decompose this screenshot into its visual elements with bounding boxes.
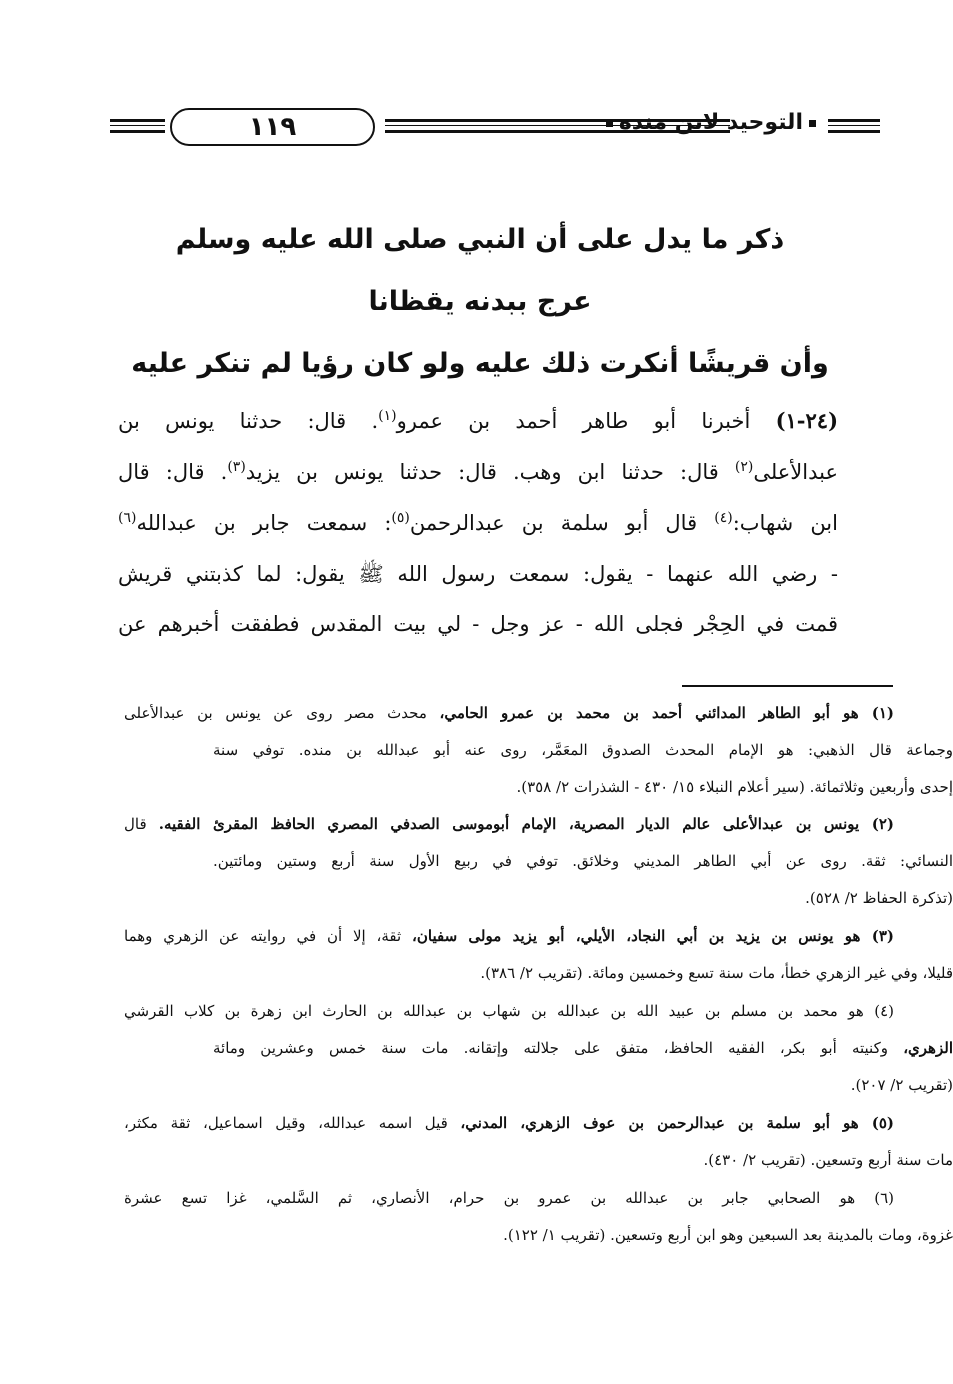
hadith-text: عبدالأعلى (753, 460, 838, 484)
footnote-bold-text: (١) هو أبو الطاهر المدائني أحمد بن محمد بن عمرو الحامي، (439, 704, 895, 722)
footnote-4-line (213, 1039, 953, 1057)
footnote-separator (682, 685, 893, 687)
chapter-heading-line-3: وأن قريشًا أنكرت ذلك عليه ولو كان رؤيا لم تنكر عليه (131, 348, 829, 379)
footnote-text: قال (124, 815, 159, 833)
footnote-text: قيل اسمه عبدالله، وقيل اسماعيل، ثقة مكثر، (124, 1114, 461, 1132)
square-bullet-icon (809, 120, 816, 127)
footnote-4-line: (٤) هو محمد بن مسلم بن عبيد الله بن عبدالله بن شهاب بن عبدالله بن الحارث ابن زهرة بن كلاب القرشي (124, 1002, 894, 1020)
hadith-text: . قال: قال (118, 460, 228, 484)
hadith-line (118, 459, 838, 484)
footnote-1-line: إحدى وأربعين وثلاثمائة. (سير أعلام النبلاء ١٥/ ٤٣٠ - الشذرات ٢/ ٣٥٨). (516, 778, 953, 796)
footnote-1-line (124, 704, 894, 722)
chapter-heading-line-2: عرج ببدنه يقظانا (368, 286, 592, 317)
page-number: ١١٩ (170, 108, 375, 146)
footnote-bold-text: (٥) هو أبو سلمة بن عبدالرحمن بن عوف الزهري، المدني، (460, 1114, 894, 1132)
footnote-2-line (124, 815, 894, 833)
footnote-3-line (124, 927, 894, 945)
footnote-ref: (٥) (391, 510, 410, 526)
footnote-5-line: مات سنة أربع وتسعين. (تقريب ٢/ ٤٣٠). (703, 1151, 953, 1169)
footnote-6-line: (٦) هو الصحابي جابر بن عبدالله بن عمرو بن حرام، الأنصاري، ثم السَّلمي، غزا تسع عشرة (124, 1189, 894, 1207)
header-rule-left (110, 119, 165, 133)
hadith-line: قمت في الحِجْر فجلى الله - عز وجل - لي بيت المقدس فطفقت أخبرهم عن (118, 612, 838, 636)
footnote-ref: (١) (378, 408, 397, 424)
running-header (110, 106, 880, 150)
footnote-bold-text: الزهري، (903, 1039, 953, 1057)
hadith-text: : سمعت جابر بن عبدالله (136, 511, 392, 535)
footnote-bold-text: (٣) هو يونس بن يزيد بن أبي النجاد، الأيلي، أبو يزيد مولى سفيان، (412, 927, 894, 945)
hadith-line (118, 408, 838, 433)
footnote-text: وكنيته أبو بكر، الفقيه الحافظ، متفق على جلالته وإتقانه. مات سنة خمس وعشرين ومائة (213, 1039, 904, 1057)
footnote-2-line: النسائي: ثقة. روى عن أبي الطاهر المديني وخلائق. توفي في ربيع الأول سنة أربع وستين ومائتين. (213, 852, 953, 870)
footnote-ref: (٦) (118, 510, 137, 526)
footnote-text: ثقة، إلا أن في روايته عن الزهري وهما (124, 927, 413, 945)
footnote-ref: (٣) (227, 459, 246, 475)
footnote-5-line (124, 1114, 894, 1132)
footnote-1-line: وجماعة قال الذهبي: هو الإمام المحدث الصدوق المعَمَّر، روى عنه أبو عبدالله بن منده. توفي سنة (213, 741, 953, 759)
hadith-line (118, 510, 838, 535)
footnote-bold-text: (٢) يونس بن عبدالأعلى عالم الديار المصرية، الإمام أبوموسى الصدفي المصري الحافظ المقرئ الفقيه. (158, 815, 894, 833)
hadith-text: ابن شهاب: (732, 511, 838, 535)
hadith-text: . قال: حدثنا يونس بن (118, 409, 379, 433)
footnote-ref: (٢) (734, 459, 754, 475)
footnote-6-line: غزوة، ومات بالمدينة بعد السبعين وهو ابن أربع وتسعين. (تقريب ١/ ١٢٢). (503, 1226, 953, 1244)
hadith-text: قال أبو سلمة بن عبدالرحمن (409, 511, 715, 535)
footnote-4-line: (تقريب ٢/ ٢٠٧). (850, 1076, 953, 1094)
hadith-text: قال: حدثنا ابن وهب. قال: حدثنا يونس بن يزيد (245, 460, 735, 484)
footnote-text: محدث مصر روى عن يونس بن عبدالأعلى (124, 704, 440, 722)
footnote-3-line: قليلا، وفي غير الزهري خطأ، مات سنة تسع وخمسين ومائة. (تقريب ٢/ ٣٨٦). (480, 964, 953, 982)
footnote-2-line: (تذكرة الحفاظ ٢/ ٥٢٨). (805, 889, 953, 907)
header-rule-right (828, 119, 880, 133)
footnote-ref: (٤) (714, 510, 733, 526)
header-rule-middle (385, 119, 730, 133)
book-title-text: التوحيد لابن منده (618, 110, 803, 135)
chapter-heading-line-1: ذكر ما يدل على أن النبي صلى الله عليه وسلم (175, 224, 785, 255)
hadith-number: (٢٤-١) (775, 408, 839, 433)
hadith-text: أخبرنا أبو طاهر أحمد بن عمرو (396, 409, 776, 433)
hadith-line: - رضي الله عنهما - يقول: سمعت رسول الله ﷺ يقول: لما كذبتني قريش (118, 562, 838, 586)
